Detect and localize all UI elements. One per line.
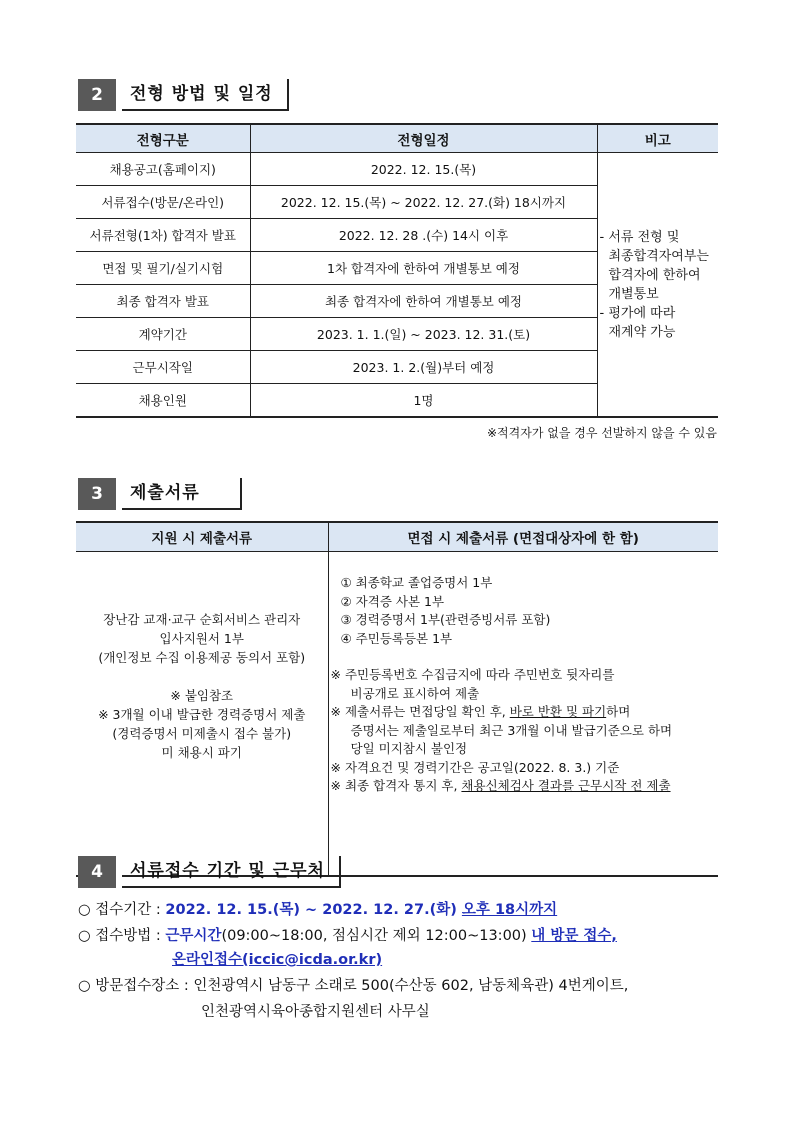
note-line: 비공개로 표시하여 제출 — [350, 685, 480, 701]
interview-documents-cell — [328, 552, 718, 877]
section-title: 전형 방법 및 일정 — [116, 79, 289, 111]
application-documents-cell — [76, 552, 328, 877]
note-text: ※ 제출서류는 면접당일 확인 후, — [330, 704, 510, 719]
date-cell: 2023. 1. 2.(월)부터 예정 — [250, 351, 597, 384]
date-cell: 최종 합격자에 한하여 개별통보 예정 — [250, 285, 597, 318]
period-deadline: 오후 18시까지 — [461, 902, 558, 918]
note-text: 하며 — [606, 704, 631, 719]
doc-line: ※ 3개월 이내 발급한 경력증명서 제출 — [98, 707, 306, 722]
note-line: ※ 자격요건 및 경력기간은 공고일(2022. 8. 3.) 기준 — [330, 759, 620, 775]
application-method — [78, 924, 617, 945]
place-line: 인천광역시 남동구 소래로 500(수산동 602, 남동체육관) 4번게이트, — [193, 978, 629, 994]
stage-cell: 서류접수(방문/온라인) — [76, 186, 250, 219]
stage-cell: 최종 합격자 발표 — [76, 285, 250, 318]
table-header-row — [76, 522, 718, 552]
remark-line: 개별통보 — [608, 286, 659, 302]
remark-line: - 평가에 따라 — [599, 305, 676, 321]
stage-cell: 계약기간 — [76, 318, 250, 351]
remark-line: 최종합격자여부는 — [608, 248, 709, 264]
label: ○ 접수기간 : — [78, 902, 166, 918]
table-row — [76, 552, 718, 877]
stage-cell: 근무시작일 — [76, 351, 250, 384]
note-line — [331, 777, 719, 796]
remark-line: 합격자에 한하여 — [608, 267, 701, 283]
date-cell: 2022. 12. 28 .(수) 14시 이후 — [250, 219, 597, 252]
table-header-row — [76, 124, 718, 153]
date-cell: 2022. 12. 15.(목) ~ 2022. 12. 27.(화) 18시까지 — [250, 186, 597, 219]
remarks-cell — [597, 153, 718, 418]
visit-place — [78, 974, 628, 995]
section-title: 제출서류 — [116, 478, 242, 510]
date-cell: 1명 — [250, 384, 597, 418]
section-number: 2 — [78, 79, 116, 111]
doc-line: (개인정보 수집 이용제공 동의서 포함) — [98, 650, 306, 665]
visit-place-line2 — [201, 1000, 430, 1021]
schedule-table — [76, 123, 718, 418]
doc-item: ① 최종학교 졸업증명서 1부 — [340, 575, 493, 590]
note-line: 당일 미지참시 불인정 — [350, 741, 468, 756]
footnote: ※적격자가 없을 경우 선발하지 않을 수 있음 — [486, 426, 717, 440]
column-header: 지원 시 제출서류 — [76, 522, 328, 552]
doc-line: 장난감 교재·교구 순회서비스 관리자 — [103, 612, 301, 627]
remark-line: - 서류 전형 및 — [599, 229, 680, 245]
period-value: 2022. 12. 15.(목) ~ 2022. 12. 27.(화) — [165, 902, 462, 918]
label: ○ 방문접수장소 : — [78, 978, 194, 994]
online-application[interactable] — [172, 948, 382, 969]
stage-cell: 채용공고(홈페이지) — [76, 153, 250, 186]
place-line: 인천광역시육아종합지원센터 사무실 — [201, 1004, 430, 1020]
section-number: 4 — [78, 856, 116, 888]
column-header: 비고 — [597, 124, 718, 153]
section-number: 3 — [78, 478, 116, 510]
online-application-email[interactable]: 온라인접수(iccic@icda.or.kr) — [172, 952, 383, 968]
note-line: ※ 주민등록번호 수집금지에 따라 주민번호 뒷자리를 — [330, 667, 615, 682]
application-period — [78, 898, 557, 919]
method-visit: 내 방문 접수, — [531, 928, 617, 944]
method-hours-label: 근무시간 — [165, 928, 222, 944]
section-title: 서류접수 기간 및 근무처 — [116, 856, 341, 888]
table-row — [76, 153, 718, 186]
doc-item: ② 자격증 사본 1부 — [340, 593, 445, 609]
documents-table — [76, 521, 718, 877]
date-cell: 2023. 1. 1.(일) ~ 2023. 12. 31.(토) — [250, 318, 597, 351]
stage-cell: 채용인원 — [76, 384, 250, 418]
doc-line: (경력증명서 미제출시 접수 불가) — [112, 726, 292, 741]
doc-line: 입사지원서 1부 — [159, 631, 244, 646]
label: ○ 접수방법 : — [78, 928, 166, 944]
method-hours: (09:00~18:00, 점심시간 제외 12:00~13:00) — [221, 928, 532, 944]
doc-line: 미 채용시 파기 — [161, 745, 242, 760]
stage-cell: 면접 및 필기/실기시험 — [76, 252, 250, 285]
remark-line: 재계약 가능 — [608, 324, 676, 340]
column-header: 전형일정 — [250, 124, 597, 153]
date-cell: 1차 합격자에 한하여 개별통보 예정 — [250, 252, 597, 285]
note-line: 증명서는 제출일로부터 최근 3개월 이내 발급기준으로 하며 — [350, 722, 673, 738]
note-text: ※ 최종 합격자 통지 후, — [330, 778, 462, 793]
note-line — [331, 703, 719, 722]
column-header: 면접 시 제출서류 (면접대상자에 한 함) — [328, 522, 718, 552]
doc-item: ④ 주민등록등본 1부 — [340, 630, 453, 646]
note-underlined: 채용신체검사 결과를 근무시작 전 제출 — [461, 778, 671, 793]
column-header: 전형구분 — [76, 124, 250, 153]
date-cell: 2022. 12. 15.(목) — [250, 153, 597, 186]
note-underlined: 바로 반환 및 파기 — [509, 704, 607, 719]
stage-cell: 서류전형(1차) 합격자 발표 — [76, 219, 250, 252]
doc-line: ※ 붙임참조 — [170, 688, 234, 703]
doc-item: ③ 경력증명서 1부(관련증빙서류 포함) — [340, 612, 551, 627]
